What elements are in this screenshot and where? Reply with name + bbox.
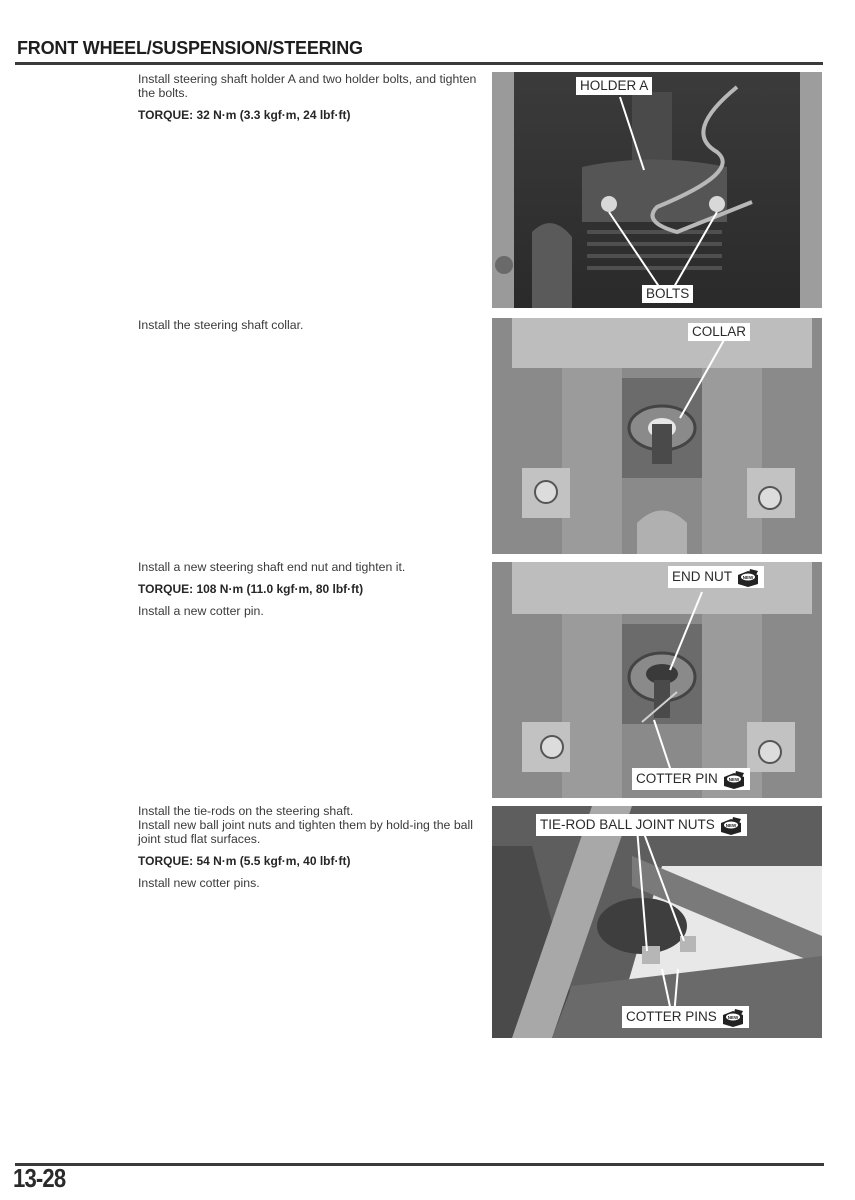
photo-steering-collar [492, 318, 822, 554]
figure-end-nut [492, 562, 822, 798]
new-part-icon [719, 815, 743, 835]
step-1 [138, 72, 483, 130]
photo-engine-holder [492, 72, 822, 308]
callout-bolts [642, 285, 693, 303]
callout-label: TIE-ROD BALL JOINT NUTS [540, 817, 715, 832]
new-part-icon [722, 769, 746, 789]
callout-holder-a [576, 77, 652, 95]
step-3 [138, 560, 483, 626]
callout-cotter-pins [622, 1006, 749, 1028]
callout-cotter-pin [632, 768, 750, 790]
step-4 [138, 804, 483, 898]
callout-label: BOLTS [646, 286, 690, 301]
step-2 [138, 318, 483, 340]
torque-spec: TORQUE: 108 N·m (11.0 kgf·m, 80 lbf·ft) [138, 582, 364, 596]
step-text: Install a new cotter pin. [138, 604, 264, 618]
svg-text:NEW: NEW [725, 822, 737, 828]
callout-tie-rod-ball-joint-nuts [536, 814, 747, 836]
header-rule [15, 62, 823, 65]
torque-spec: TORQUE: 32 N·m (3.3 kgf·m, 24 lbf·ft) [138, 108, 351, 122]
footer-rule [15, 1163, 824, 1166]
svg-text:NEW: NEW [727, 1014, 739, 1020]
callout-label: COTTER PIN [636, 771, 718, 786]
callout-end-nut [668, 566, 764, 588]
callout-label: HOLDER A [580, 78, 649, 93]
step-text: Install a new steering shaft end nut and tighten it. [138, 560, 406, 574]
figure-tie-rod [492, 806, 822, 1038]
step-text: Install the steering shaft collar. [138, 318, 304, 332]
callout-label: END NUT [672, 569, 732, 584]
page-number: 13-28 [13, 1163, 66, 1193]
callout-collar [688, 323, 750, 341]
section-title: FRONT WHEEL/SUSPENSION/STEERING [17, 38, 363, 58]
step-text: Install the tie-rods on the steering shaft. [138, 804, 354, 818]
new-part-icon [736, 567, 760, 587]
step-text: Install new ball joint nuts and tighten them by hold-ing the ball joint stud flat surfaces. [138, 818, 473, 846]
photo-steering-end-nut [492, 562, 822, 798]
svg-text:NEW: NEW [728, 776, 740, 782]
torque-spec: TORQUE: 54 N·m (5.5 kgf·m, 40 lbf·ft) [138, 854, 351, 868]
callout-label: COLLAR [692, 324, 747, 339]
callout-label: COTTER PINS [626, 1009, 717, 1024]
svg-text:NEW: NEW [742, 574, 754, 580]
figure-holder-a [492, 72, 822, 308]
figure-collar [492, 318, 822, 554]
new-part-icon [721, 1007, 745, 1027]
step-text: Install new cotter pins. [138, 876, 260, 890]
photo-tie-rod-joints [492, 806, 822, 1038]
step-text: Install steering shaft holder A and two holder bolts, and tighten the bolts. [138, 72, 477, 100]
